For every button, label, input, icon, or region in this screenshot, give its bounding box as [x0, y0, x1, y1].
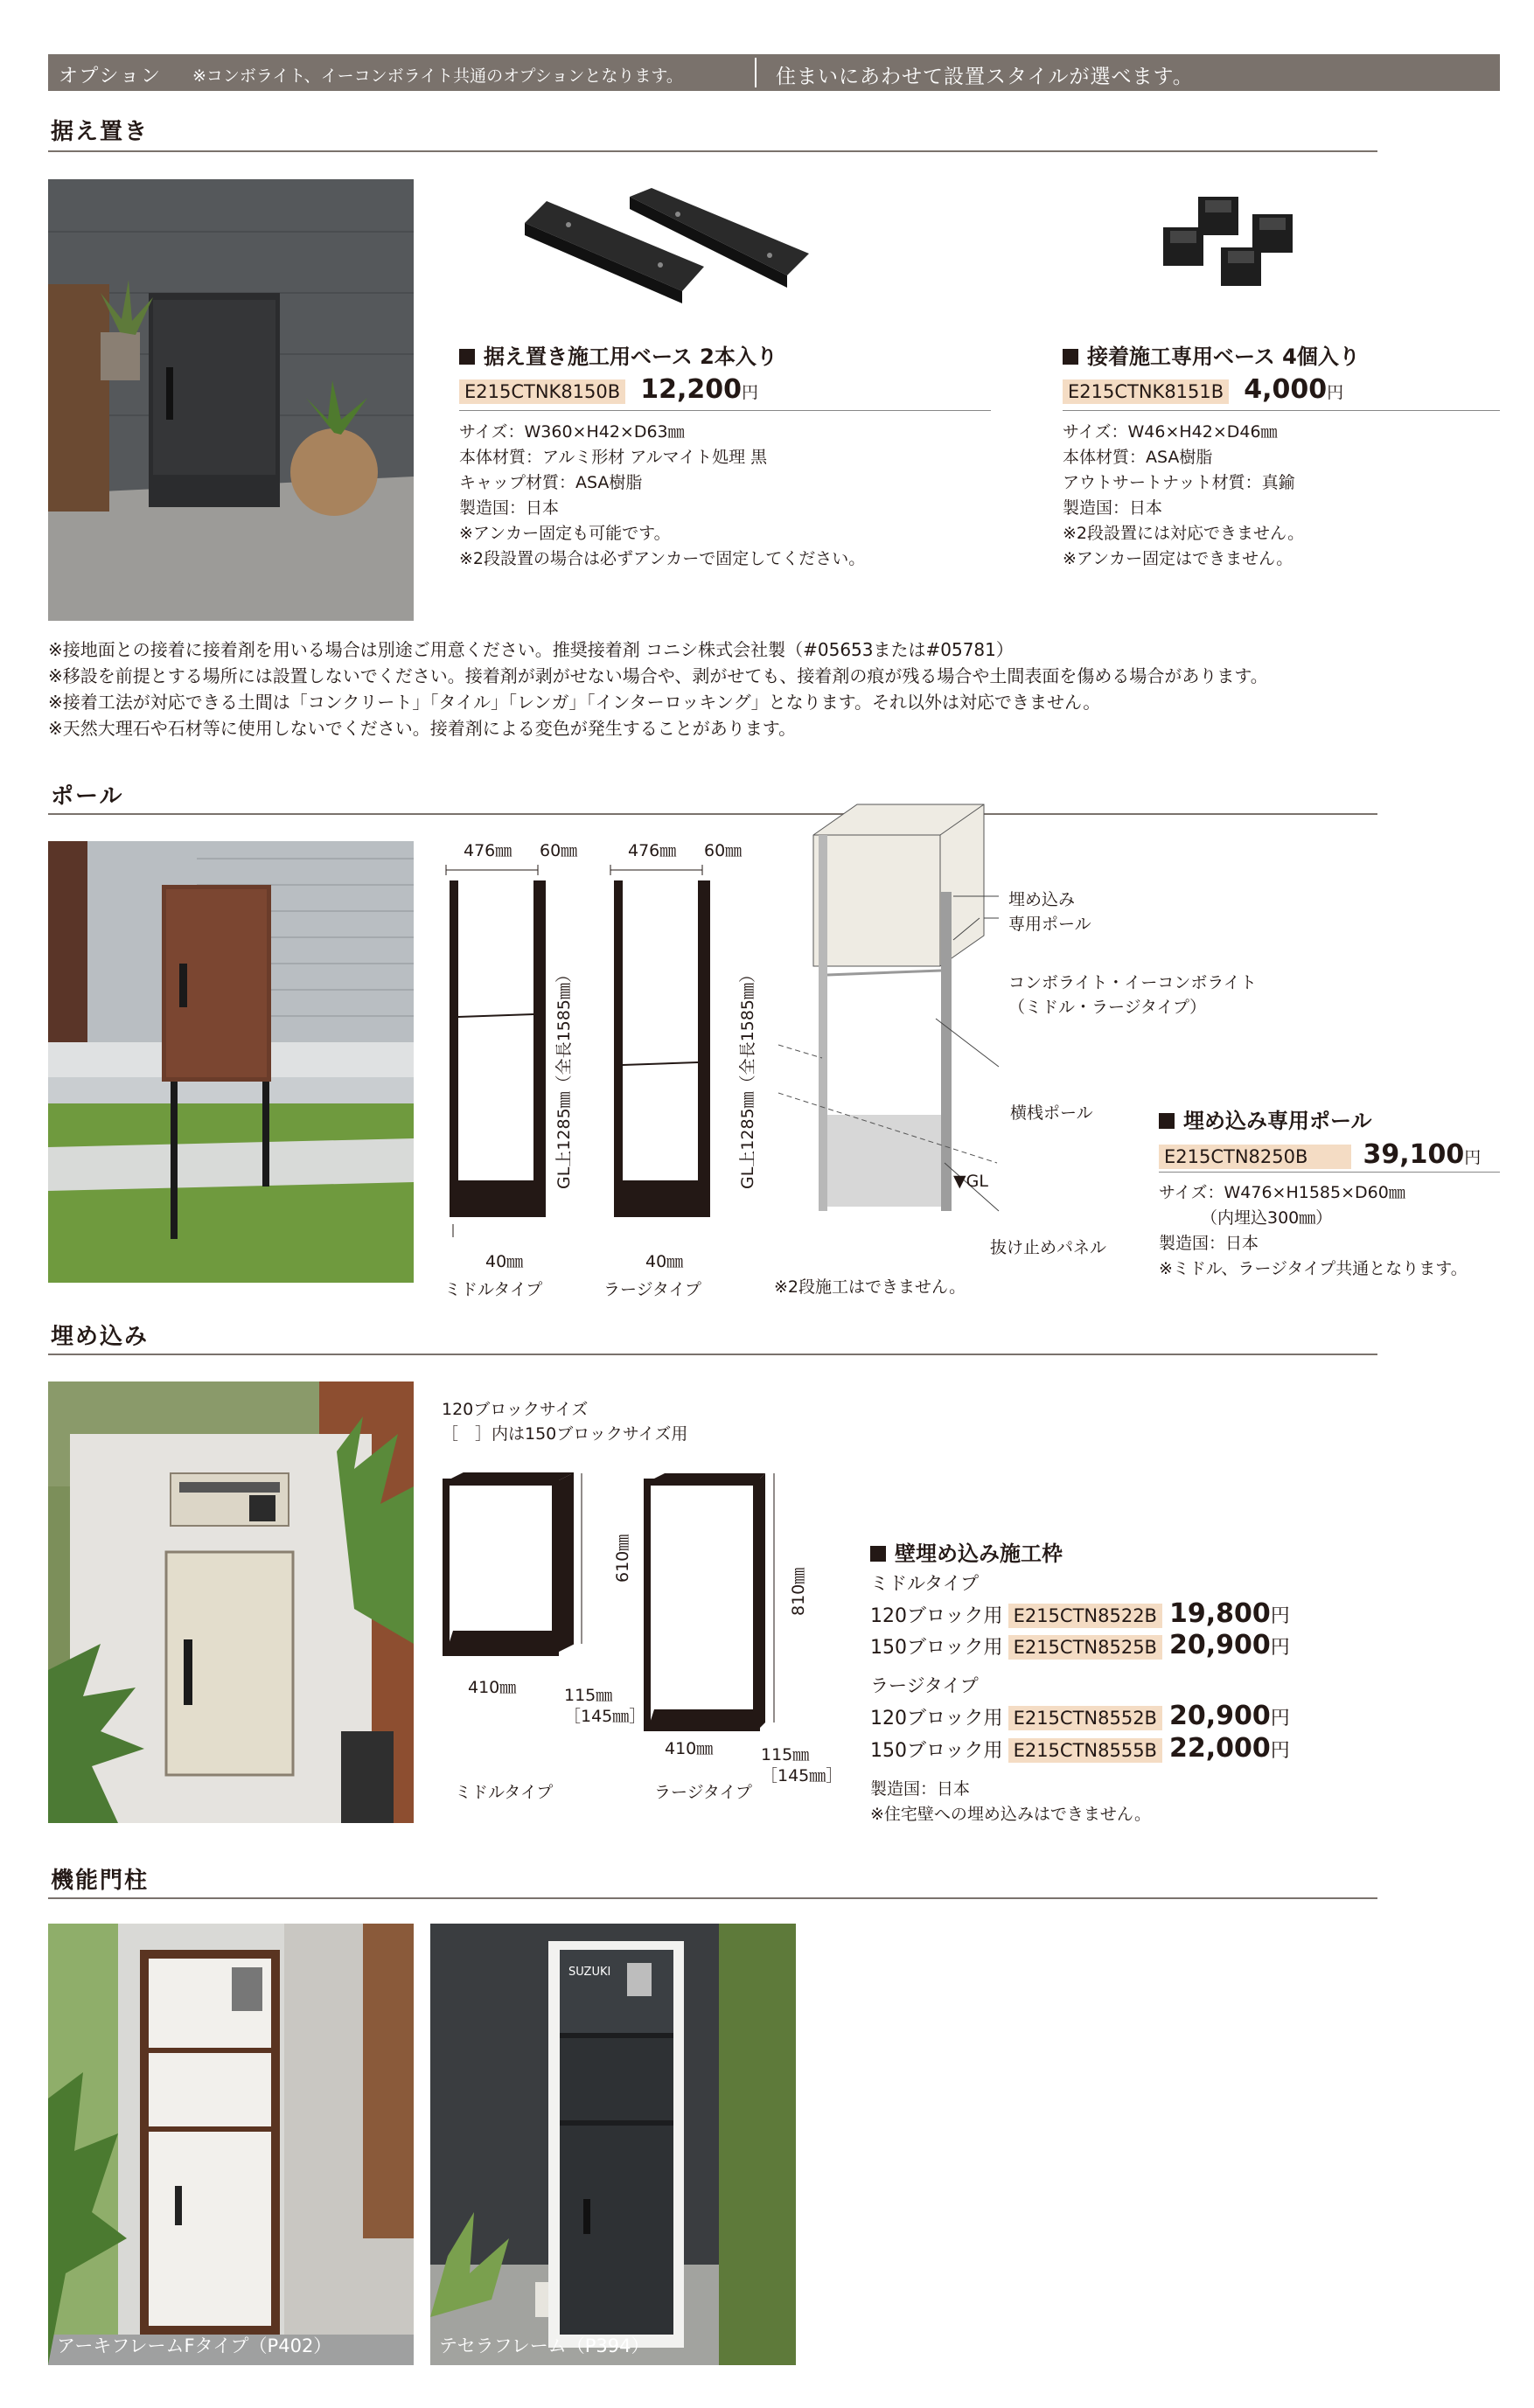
photo-suoki	[48, 179, 414, 621]
frame-large-width: 410㎜	[665, 1739, 714, 1758]
price-underline	[1063, 410, 1500, 411]
middle-type-label: ミドルタイプ	[870, 1573, 980, 1594]
product-code: E215CTN8250B	[1159, 1145, 1351, 1169]
dim-width: 476㎜	[464, 841, 512, 860]
label-combo: コンボライト・イーコンボライト （ミドル・ラージタイプ）	[1008, 973, 1257, 1017]
price-row: 150ブロック用 E215CTN8525B 20,900円	[870, 1630, 1290, 1660]
photo-umekomi	[48, 1381, 414, 1823]
base-product-image	[520, 188, 809, 315]
large-type-label: ラージタイプ	[870, 1675, 979, 1696]
pole-middle-drawing	[437, 835, 612, 1290]
header-divider	[755, 58, 757, 87]
pole-install-diagram	[770, 796, 1172, 1268]
header-note: ※コンボライト、イーコンボライト共通のオプションとなります。	[192, 66, 683, 86]
price-row: 120ブロック用 E215CTN8552B 20,900円	[870, 1701, 1290, 1731]
bullet-square-icon	[459, 349, 475, 365]
frame-middle-depth: 115㎜ ［145㎜］	[564, 1686, 646, 1726]
section-divider	[48, 813, 1377, 815]
pole-note: ※2段施工はできません。	[774, 1277, 966, 1297]
adhesive-base-image	[1154, 188, 1321, 293]
product-title: 据え置き施工用ベース 2本入り	[459, 339, 777, 370]
label-middle-frame: ミドルタイプ	[455, 1783, 554, 1802]
price: 22,000	[1168, 1733, 1271, 1764]
section-divider	[48, 1354, 1377, 1355]
label-large-frame: ラージタイプ	[654, 1783, 752, 1802]
price: 12,200	[640, 374, 743, 405]
spec-list: サイズ：W360×H42×D63㎜ 本体材質：アルミ形材 アルマイト処理 黒 キャップ材質：ASA樹脂 製造国：日本 ※アンカー固定も可能です。 ※2段設置の場合は必ずアンカーで固定してください。	[459, 422, 866, 568]
dim-height: GL上1285㎜（全長1585㎜）	[738, 965, 757, 1189]
dim-foot: 40㎜	[485, 1252, 524, 1271]
label-middle: ミドルタイプ	[444, 1280, 543, 1299]
price-row: 120ブロック用 E215CTN8522B 19,800円	[870, 1598, 1290, 1629]
dim-depth: 60㎜	[704, 841, 743, 860]
section-title-kinou: 機能門柱	[51, 1868, 150, 1894]
bullet-square-icon	[1063, 349, 1078, 365]
price-row: E215CTNK8151B 4,000円	[1063, 374, 1343, 405]
label-crossbar: 横桟ポール	[1010, 1103, 1093, 1123]
photo-caption: テセラフレーム（P394）	[439, 2335, 650, 2356]
product-code: E215CTN8525B	[1008, 1635, 1162, 1660]
label-pole: 埋め込み 専用ポール	[1008, 890, 1091, 934]
dim-width: 476㎜	[628, 841, 677, 860]
header-tagline: 住まいにあわせて設置スタイルが選べます。	[776, 66, 1194, 88]
product-title: 接着施工専用ベース 4個入り	[1063, 339, 1360, 370]
price-row: 150ブロック用 E215CTN8555B 22,000円	[870, 1733, 1290, 1764]
price: 20,900	[1168, 1630, 1271, 1660]
section-title-suoki: 据え置き	[51, 119, 150, 145]
block-size-note: 120ブロックサイズ ［ ］内は150ブロックサイズ用	[442, 1400, 688, 1444]
product-code: E215CTN8552B	[1008, 1706, 1162, 1730]
spec-list: サイズ：W476×H1585×D60㎜ （内埋込300㎜） 製造国：日本 ※ミドル、ラージタイプ共通となります。	[1159, 1183, 1468, 1278]
price: 19,800	[1168, 1598, 1271, 1629]
section-title-pole: ポール	[51, 783, 124, 810]
photo-archiframe	[48, 1924, 414, 2365]
dim-depth: 60㎜	[540, 841, 578, 860]
section-divider	[48, 150, 1377, 152]
price-underline	[459, 410, 991, 411]
header-title: オプション	[59, 66, 163, 87]
product-title: 埋め込み専用ポール	[1159, 1103, 1372, 1134]
photo-pole	[48, 841, 414, 1283]
product-code: E215CTNK8150B	[459, 379, 625, 404]
spec-list: サイズ：W46×H42×D46㎜ 本体材質：ASA樹脂 アウトサートナット材質：真鍮 製造国：日本 ※2段設置には対応できません。 ※アンカー固定はできません。	[1063, 422, 1305, 568]
label-panel: 抜け止めパネル	[990, 1238, 1107, 1257]
frame-middle-drawing	[442, 1469, 617, 1696]
bullet-square-icon	[1159, 1113, 1175, 1129]
header-bar	[48, 54, 1500, 91]
photo-tesseraframe	[430, 1924, 796, 2365]
product-code: E215CTNK8151B	[1063, 379, 1229, 404]
frame-notes: 製造国：日本 ※住宅壁への埋め込みはできません。	[870, 1779, 1152, 1824]
label-large: ラージタイプ	[603, 1280, 701, 1299]
price-underline	[1159, 1172, 1500, 1173]
photo-caption: アーキフレームFタイプ（P402）	[57, 2335, 332, 2356]
dim-height: GL上1285㎜（全長1585㎜）	[554, 965, 574, 1189]
suoki-notes: ※接地面との接着に接着剤を用いる場合は別途ご用意ください。推奨接着剤 コニシ株式会社製（#05653または#05781） ※移設を前提とする場所には設置しないでください。接着剤が剥がせない場合や、剥がせても、接着剤の痕が残る場合や土間表面を傷める場合があります。 ※接着工法が対応できる土間は「コンクリート」「タイル」「レンガ」「インターロッキング」となります。それ以外は対応できません。 ※天然大理石や石材等に使用しないでください。接着剤による変色が発生することがあります。	[48, 639, 1268, 739]
frame-large-height: 810㎜	[789, 1567, 808, 1616]
frame-large-drawing	[643, 1469, 791, 1731]
price: 4,000	[1244, 374, 1328, 405]
price-row: E215CTN8250B 39,100円	[1159, 1139, 1481, 1170]
price: 39,100	[1363, 1139, 1465, 1170]
section-divider	[48, 1897, 1377, 1899]
bullet-square-icon	[870, 1546, 886, 1562]
section-title-umekomi: 埋め込み	[51, 1324, 150, 1350]
product-title: 壁埋め込み施工枠	[870, 1536, 1063, 1567]
frame-middle-width: 410㎜	[468, 1678, 517, 1697]
nameplate-text: SUZUKI	[568, 1966, 611, 1979]
label-gl: ▼GL	[953, 1172, 988, 1191]
price: 20,900	[1168, 1701, 1271, 1731]
frame-large-depth: 115㎜ ［145㎜］	[761, 1745, 843, 1785]
frame-middle-height: 610㎜	[613, 1534, 632, 1583]
product-code: E215CTN8522B	[1008, 1604, 1162, 1628]
price-row: E215CTNK8150B 12,200円	[459, 374, 758, 405]
product-code: E215CTN8555B	[1008, 1738, 1162, 1763]
dim-foot: 40㎜	[645, 1252, 684, 1271]
